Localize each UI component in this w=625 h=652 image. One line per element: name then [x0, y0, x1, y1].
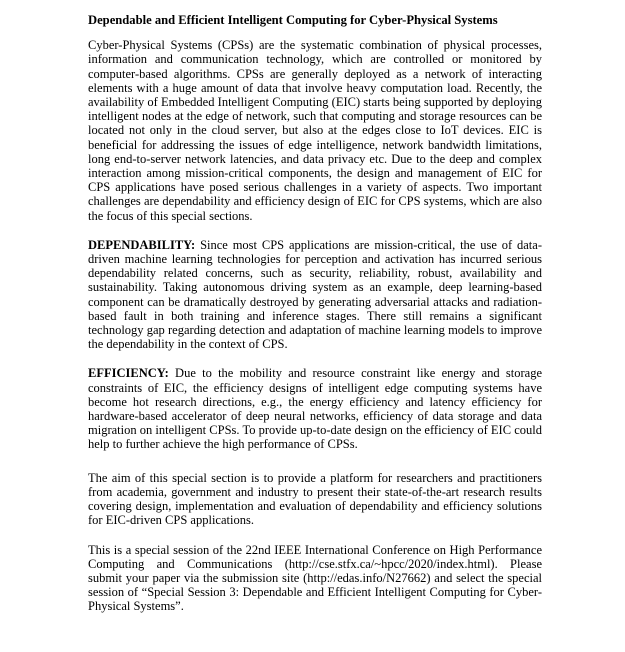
aim-paragraph — [88, 471, 542, 528]
paragraph-text: The aim of this special section is to provide a platform for researchers and practitioners from academia, government and industry to present their state-of-the-art research results covering design, implementation and evaluation of dependability and efficiency solutions for EIC-driven CPS applications. — [88, 470, 542, 528]
intro-paragraph — [88, 38, 542, 223]
submission-paragraph — [88, 543, 542, 614]
paragraph-lead: DEPENDABILITY: — [88, 237, 196, 252]
document-title: Dependable and Efficient Intelligent Computing for Cyber-Physical Systems — [88, 13, 498, 27]
paragraph-text: This is a special session of the 22nd IEEE International Conference on High Performance Computing and Communications (http://cse.stfx.ca/~hpcc/2020/index.html). Please submit your paper via the submission site (http://edas.info/N27662) and select the special session of “Special Session 3: Dependable and Efficient Intelligent Computing for Cyber-Physical Systems”. — [88, 542, 542, 614]
paragraph-text: Cyber-Physical Systems (CPSs) are the systematic combination of physical processes, information and communication technology, which are controlled or monitored by computer-based algorithms. CPSs are generally deployed as a network of interacting elements with a huge amount of data that involve heavy computation load. Recently, the availability of Embedded Intelligent Computing (EIC) starts being supported by deploying intelligent nodes at the edge of network, such that computing and storage resources can be located not only in the cloud server, but also at the edges close to IoT devices. EIC is beneficial for addressing the issues of edge intelligence, network bandwidth limitations, long end-to-server network latencies, and data privacy etc. Due to the deep and complex interaction among mission-critical components, the design and management of EIC for CPS applications have posed serious challenges in a variety of aspects. Two important challenges are dependability and efficiency design of EIC for CPS systems, which are also the focus of this special sections. — [88, 38, 542, 223]
paragraph-text: Since most CPS applications are mission-critical, the use of data-driven machine learning technologies for perception and activation has incurred serious dependability related concerns, such as security, reliability, robust, availability and sustainability. Taking autonomous driving system as an example, deep learning-based component can be dramatically destroyed by generating adversarial attacks and radiation-based fault in both training and inference stages. There still remains a significant technology gap regarding detection and adaptation of machine learning models to improve the dependability in the context of CPS. — [88, 237, 542, 352]
paragraph-text: Due to the mobility and resource constraint like energy and storage constraints of EIC, the efficiency designs of intelligent edge computing systems have become hot research directions, e.g., the energy efficiency and latency efficiency for hardware-based accelerator of deep neural networks, efficiency of data storage and data migration on intelligent CPSs. To provide up-to-date design on the efficiency of EIC could help to further achieve the high performance of CPSs. — [88, 366, 542, 452]
document-page — [88, 13, 542, 629]
dependability-paragraph — [88, 238, 542, 352]
paragraph-lead: EFFICIENCY: — [88, 366, 169, 381]
efficiency-paragraph — [88, 366, 542, 451]
